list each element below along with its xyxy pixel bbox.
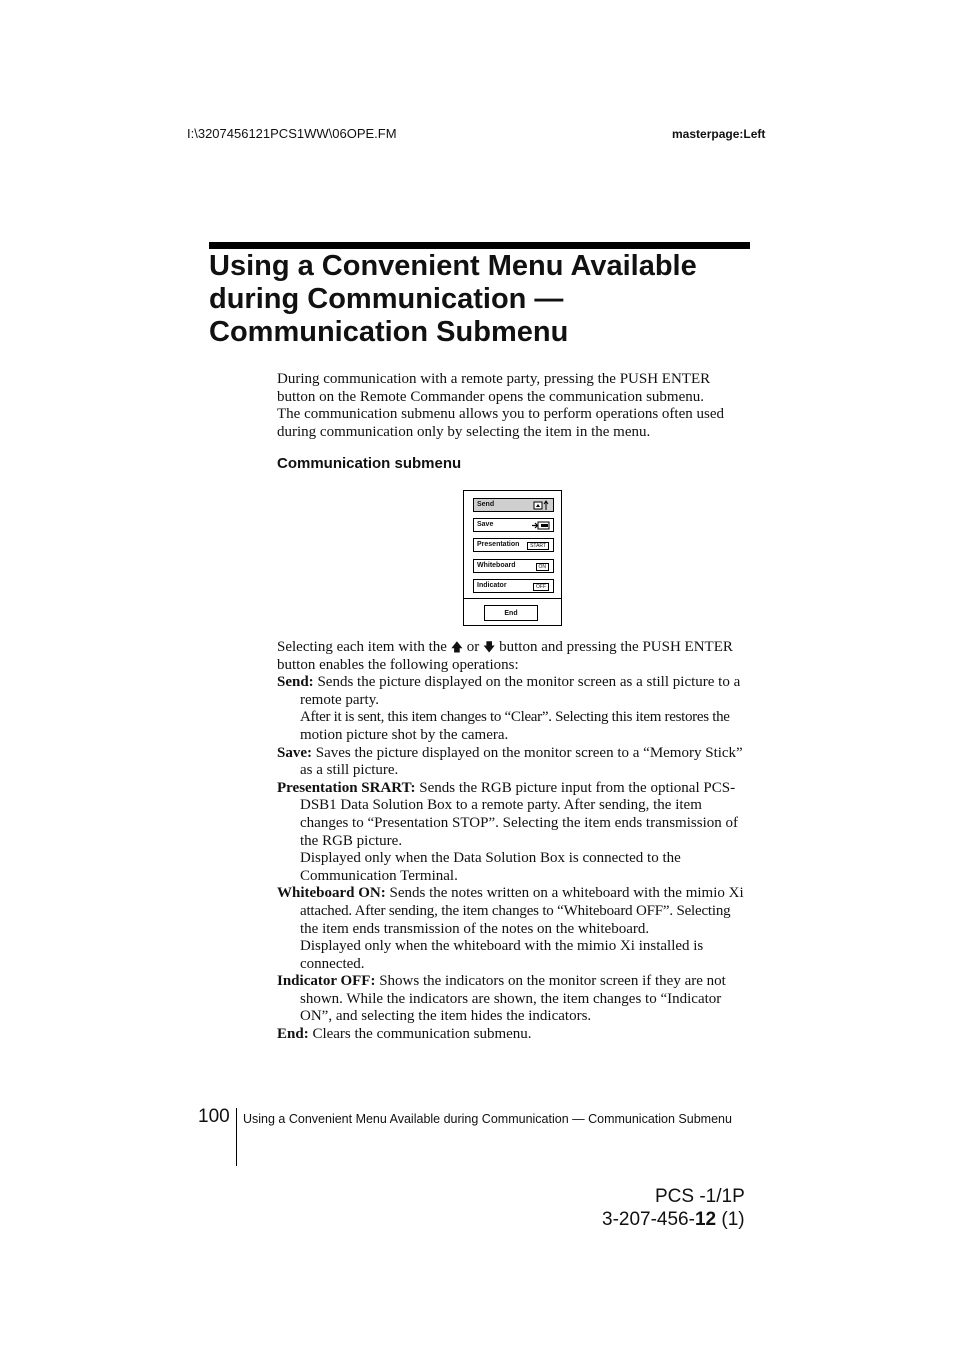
status-tag: START	[527, 542, 549, 550]
menu-item-label: Send	[477, 501, 495, 508]
entry-term: Indicator OFF:	[277, 973, 376, 990]
intro-line: During communication with a remote party, pressing the PUSH ENTER	[277, 371, 711, 387]
intro-line: button on the Remote Commander opens the communication submenu.	[277, 388, 705, 405]
menu-item-label: Indicator	[477, 582, 507, 589]
menu-item-indicator	[473, 579, 554, 593]
entry-text: the RGB picture.	[300, 832, 403, 849]
entry-term: Save:	[277, 744, 312, 761]
page-title-line: Communication Submenu	[209, 316, 569, 348]
entry-text: Saves the picture displayed on the monitor screen to a “Memory Stick”	[315, 744, 743, 761]
entry-whiteboard	[277, 885, 752, 973]
menu-end-button: End	[484, 605, 538, 621]
menu-item-presentation	[473, 538, 554, 552]
footer-rule	[236, 1108, 237, 1166]
operations-text	[277, 639, 752, 1044]
entry-term: Send:	[277, 674, 314, 691]
section-heading: Communication submenu	[277, 455, 462, 472]
entry-text: Sends the picture displayed on the monitor screen as a still picture to a	[317, 674, 741, 691]
entry-text: motion picture shot by the camera.	[300, 726, 509, 743]
entry-text: After it is sent, this item changes to “Clear”. Selecting this item restores the	[300, 709, 730, 726]
entry-text: attached. After sending, the item changes to “Whiteboard OFF”. Selecting	[300, 902, 731, 919]
status-tag: OFF	[533, 583, 549, 591]
lead-text: Selecting each item with the	[277, 639, 447, 655]
entry-text: shown. While the indicators are shown, the item changes to “Indicator	[300, 990, 722, 1007]
entry-text: DSB1 Data Solution Box to a remote party. After sending, the item	[300, 797, 702, 814]
intro-line: during communication only by selecting the item in the menu.	[277, 423, 651, 440]
page-number: 100	[198, 1106, 230, 1127]
doc-part-bold: 12	[694, 1209, 717, 1230]
intro-text	[277, 371, 752, 441]
file-path: I:\3207456121PCS1WW\06OPE.FM	[187, 126, 397, 141]
memory-stick-icon	[532, 520, 550, 531]
operations-lead-line2: button enables the following operations:	[277, 656, 519, 673]
operations-lead	[277, 639, 752, 657]
doc-part-prefix: 3-207-456-	[602, 1209, 695, 1230]
entry-presentation	[277, 780, 752, 886]
masterpage-label: masterpage:Left	[672, 127, 766, 141]
entry-text: as a still picture.	[300, 762, 399, 779]
or-text: or	[466, 639, 480, 655]
menu-item-label: Save	[477, 521, 494, 528]
running-footer-title: Using a Convenient Menu Available during Communication — Communication Submenu	[243, 1112, 732, 1126]
intro-line: The communication submenu allows you to perform operations often used	[277, 406, 724, 423]
doc-part-suffix: (1)	[716, 1209, 745, 1230]
send-icon	[532, 500, 550, 511]
down-arrow-icon: 🡇	[483, 640, 496, 654]
page-title-line: Using a Convenient Menu Available	[209, 250, 697, 282]
title-rule	[209, 242, 750, 249]
entry-send	[277, 674, 752, 744]
entry-text: Displayed only when the whiteboard with the mimio Xi installed is	[300, 938, 704, 955]
entry-end	[277, 1026, 752, 1044]
entry-text: Communication Terminal.	[300, 867, 458, 884]
doc-code: PCS -1/1P	[655, 1186, 745, 1207]
up-arrow-icon: 🡅	[450, 640, 464, 654]
menu-item-label: Presentation	[477, 541, 520, 548]
entry-text: remote party.	[300, 691, 379, 708]
entry-text: Clears the communication submenu.	[312, 1026, 532, 1043]
lead-text: button and pressing the PUSH ENTER	[499, 639, 733, 655]
entry-term: Presentation SRART:	[277, 779, 416, 796]
entry-text: Displayed only when the Data Solution Box is connected to the	[300, 850, 681, 867]
menu-item-label: Whiteboard	[477, 562, 516, 569]
entry-text: ON”, and selecting the item hides the indicators.	[300, 1008, 592, 1025]
entry-term: End:	[277, 1026, 309, 1043]
menu-item-whiteboard	[473, 559, 554, 573]
entry-save	[277, 745, 752, 780]
status-tag: ON	[536, 563, 550, 571]
entry-text: Sends the RGB picture input from the optional PCS-	[419, 779, 736, 796]
menu-item-save	[473, 518, 554, 532]
entry-text: connected.	[300, 955, 365, 972]
entry-text: Shows the indicators on the monitor screen if they are not	[379, 973, 726, 990]
page-title	[209, 250, 769, 349]
entry-term: Whiteboard ON:	[277, 885, 386, 902]
page-title-line: during Communication —	[209, 283, 564, 315]
doc-part-number	[602, 1209, 745, 1231]
entry-indicator	[277, 973, 752, 1026]
entry-text: changes to “Presentation STOP”. Selecting the item ends transmission of	[300, 814, 738, 831]
entry-text: the item ends transmission of the notes on the whiteboard.	[300, 920, 650, 937]
entry-text: Sends the notes written on a whiteboard with the mimio Xi	[389, 885, 744, 902]
menu-divider	[464, 598, 561, 599]
communication-submenu-figure	[463, 490, 562, 626]
menu-item-send	[473, 498, 554, 512]
